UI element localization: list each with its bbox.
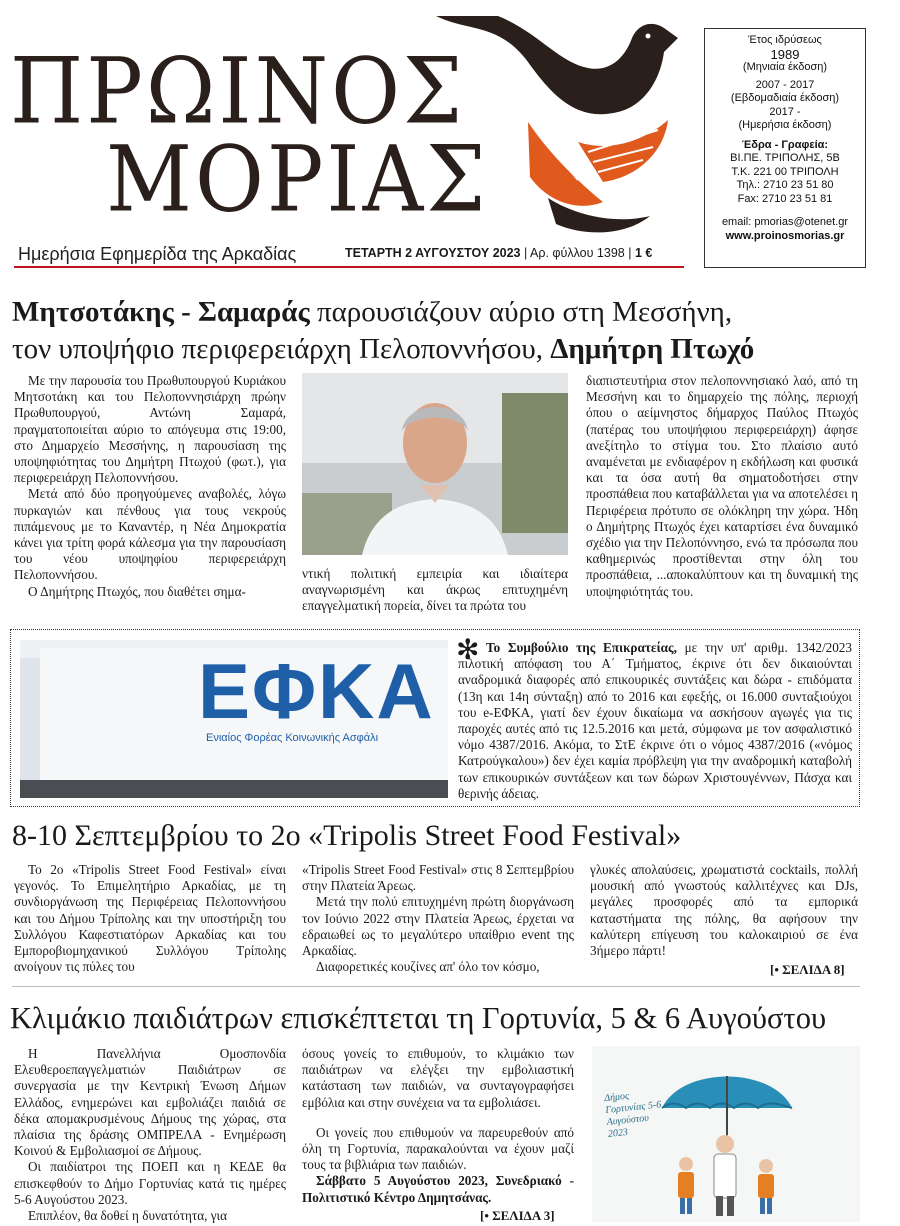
- weekly-years: 2007 - 2017: [755, 78, 815, 91]
- issue-info: [345, 246, 652, 260]
- masthead-title-line2: ΜΟΡΙΑΣ: [106, 126, 489, 233]
- headline-rest: παρουσιάζουν αύριο στη Μεσσήνη,: [309, 296, 733, 328]
- efka-logo-subtitle: Ενιαίος Φορέας Κοινωνικής Ασφάλι: [206, 732, 379, 744]
- article2-column2: [302, 862, 574, 975]
- issue-price: 1 €: [634, 246, 653, 260]
- article3-para2: Οι παιδίατροι της ΠΟΕΠ και η ΚΕΔΕ θα επισκεφθούν το Δήμο Γορτυνίας κατά τις ημέρες 5-6 Αυγούστου 2023.: [14, 1159, 286, 1207]
- article3-para3: Επιπλέον, θα δοθεί η δυνατότητα, για: [28, 1208, 228, 1224]
- efka-logo: ΕΦΚΑ: [198, 647, 435, 735]
- article2-para1: Το 2ο «Tripolis Street Food Festival» είναι γεγονός. Το Επιμελητήριο Αρκαδίας, με τη συνδιοργάνωση της Περιφέρειας Πελοποννήσου και του Δήμου Τρίπολης και την υποστήριξη του Συλλόγου Καφεστιατόρων Αρκαδίας και του Εμποροβιομηχανικού Συλλόγου Τρίπολης ανοίγουν τις πύλες του: [14, 862, 286, 975]
- tagline: Ημερήσια Εφημερίδα της Αρκαδίας: [18, 244, 297, 264]
- article3-para1: Η Πανελλήνια Ομοσπονδία Ελευθεροεπαγγελματιών Παιδιάτρων σε συνεργασία με την Κεντρική Ένωση Δήμων Ελλάδος, ενημερώνει και εμβολιάζει παιδιά σε δέκα απομακρυσμένους Δήμους της χώρας, στα πλαίσια της δράσης ΟΜΠΡΕΛΑ - Ενημέρωση Κοινού & Εμβολιασμοί σε Δήμους.: [14, 1046, 286, 1159]
- bird-logo-icon: [428, 2, 683, 242]
- section-divider: [12, 986, 860, 987]
- office-label: Έδρα - Γραφεία:: [741, 138, 829, 151]
- headline-bold-candidate: Δημήτρη Πτωχό: [550, 333, 755, 365]
- article3-page-ref[interactable]: [• ΣΕΛΙΔΑ 3]: [480, 1208, 555, 1223]
- address-line2: Τ.Κ. 221 00 ΤΡΙΠΟΛΗ: [731, 165, 839, 178]
- article3-column1: [14, 1046, 286, 1224]
- masthead-title-line1: ΠΡΩΙΝΟΣ: [10, 38, 466, 145]
- daily-years: 2017 -: [769, 105, 801, 118]
- fax-number: Fax: 2710 23 51 81: [737, 192, 833, 205]
- article3-para5: Οι γονείς που επιθυμούν να παρευρεθούν από όλη τη Γορτυνία, παρακαλούνται να έχουν μαζί τους τα βιβλιάρια των παιδιών.: [302, 1124, 574, 1173]
- article1-para2: Μετά από δύο προηγούμενες αναβολές, λόγω πυρκαγιών και πένθους για τους νεκρούς πιπάμενους με το Καναντέρ, η Νέα Δημοκρατία κάνει για τρίτη φορά κάλεσμα για την παρουσίαση του νέου υποψηφίου περιφερειάρχη Πελοποννήσου.: [14, 486, 286, 583]
- article2-column1: [14, 862, 286, 975]
- article2-para3: Μετά την πολύ επιτυχημένη πρώτη διοργάνωση τον Ιούνιο 2022 στην Πλατεία Άρεως, έρχεται να εδραιωθεί ως το μεγαλύτερο υπαίθριο event της Αρκαδίας.: [302, 894, 574, 959]
- article1-column2: ντική πολιτική εμπειρία και ιδιαίτερα αναγνωρισμένη και άκρως επιτυχημένη επαγγελματική πορεία, δίνει τα πρώτα του: [302, 566, 568, 614]
- article1-headline-line2: [12, 331, 754, 368]
- masthead-rule: [14, 266, 684, 268]
- article2-headline: 8-10 Σεπτεμβρίου το 2ο «Tripolis Street Food Festival»: [12, 819, 682, 852]
- article2-para4: Διαφορετικές κουζίνες απ' όλο τον κόσμο,: [316, 959, 540, 975]
- article2-page-ref[interactable]: [• ΣΕΛΙΔΑ 8]: [770, 962, 845, 977]
- article1-column3: διαπιστευτήρια στον πελοποννησιακό λαό, από τη Μεσσήνη και το δημαρχείο της πόλης, περιοχή όπου ο αείμνηστος δήμαρχος Παύλος Πτωχός (πατέρας του υποψήφιου περιφερειάρχη) άφησε ανεξίτηλο το στίγμα του. Στο πλαίσιο αυτό αναμένεται με ενδιαφέρον η εκδήλωση και φυσικά και τα όσα αυτή θα σηματοδοτήσει στην προσπάθεια που καταβάλλεται για να αποτελέσει η Περιφέρεια πρότυπο σε ολόκληρη την χώρα. Ήδη ο Δημήτρης Πτωχός έχει καταρτίσει ένα δυναμικό σχέδιο για την Πελοπόννησο, ενώ τα πρόσωπα που καθημερινώς προστίθενται στην όλη του προσπάθεια, ...αποκαλύπτουν και τη δυναμική της υποψηφιότητάς του.: [586, 373, 858, 599]
- edition-weekly: (Εβδομαδιαία έκδοση): [730, 92, 840, 104]
- issue-number: | Αρ. φύλλου 1398 |: [524, 246, 632, 260]
- poster-caption: Δήμος Γορτυνίας 5-6 Αυγούστου 2023: [603, 1090, 662, 1140]
- efka-bullet-icon: ✻: [456, 633, 480, 666]
- article2-column3: [590, 862, 858, 959]
- headline-line2-text: τον υποψήφιο περιφερειάρχη Πελοποννήσου,: [12, 333, 551, 365]
- founded-label: Έτος ιδρύσεως: [748, 34, 822, 46]
- issue-date: ΤΕΤΑΡΤΗ 2 ΑΥΓΟΥΣΤΟΥ 2023: [345, 246, 521, 260]
- phone-number: Τηλ.: 2710 23 51 80: [736, 179, 834, 191]
- article1-para1: Με την παρουσία του Πρωθυπουργού Κυριάκου Μητσοτάκη και του Πελοποννησιάρχη πρώην Πρωθυπουργού, Αντώνη Σαμαρά, πραγματοποιείται αύριο το απόγευμα στις 19:00, στο Δημαρχείο Μεσσήνης, η παρουσίαση της υποψηφιότητας του Δημήτρη Πτωχού (φωτ.), για περιφερειάρχη Πελοποννήσου.: [14, 373, 286, 486]
- article1-column1: [14, 373, 286, 600]
- article1-para3: Ο Δημήτρης Πτωχός, που διαθέτει σημα-: [28, 583, 246, 599]
- article2-para5: γλυκές απολαύσεις, χρωματιστά cocktails, πολλή μουσική από γνωστούς καλλιτέχνες και DJs, μεγάλες προσφορές από τα εμπορικά καταστήματα της πόλης, θα αφήσουν την καλύτερη επίγευση του καλοκαιριού σε ένα 3ήμερο πάρτι!: [590, 862, 858, 959]
- article2-para2: «Tripolis Street Food Festival» στις 8 Σεπτεμβρίου στην Πλατεία Άρεως.: [302, 862, 574, 894]
- email-link[interactable]: email: pmorias@otenet.gr: [721, 216, 849, 228]
- article3-column2: [302, 1046, 574, 1206]
- article3-para4: όσους γονείς το επιθυμούν, το κλιμάκιο των παιδιάτρων να ελέγξει την εμβολιαστική κατάσταση των παιδιών, να συνταγογραφήσει εμβόλια και στην συνέχεια να τα εμβολιάσει.: [302, 1046, 574, 1110]
- address-line1: ΒΙ.ΠΕ. ΤΡΙΠΟΛΗΣ, 5Β: [730, 152, 840, 164]
- article1-headline-line1: [12, 294, 732, 331]
- article3-headline: Κλιμάκιο παιδιάτρων επισκέπτεται τη Γορτυνία, 5 & 6 Αυγούστου: [10, 1001, 827, 1035]
- edition-monthly: (Μηνιαία έκδοση): [742, 61, 828, 73]
- website-link[interactable]: www.proinosmorias.gr: [725, 229, 845, 242]
- efka-text: [458, 640, 852, 802]
- edition-daily: (Ημερήσια έκδοση): [738, 119, 832, 131]
- efka-lead: Το Συμβούλιο της Επικρατείας,: [486, 640, 677, 655]
- article3-event-details: Σάββατο 5 Αυγούστου 2023, Συνεδριακό - Πολιτιστικό Κέντρο Δημητσάνας.: [302, 1173, 574, 1205]
- headline-bold-names: Μητσοτάκης - Σαμαράς: [12, 296, 310, 328]
- publisher-infobox: [704, 28, 866, 268]
- efka-body: με την υπ' αριθμ. 1342/2023 πιλοτική απόφαση του Α΄ Τμήματος, έκρινε ότι δεν δικαιούνται αναδρομικά διαφορές από επικουρικές συντάξεις και δώρα - επιδόματα (13η και 14η σύνταξη) από το 2016 και εφεξής, οι 16.000 συνταξιούχοι του e-ΕΦΚΑ, γιατί δεν έχουν δικαίωμα να ασκήσουν αγωγές για τις παροχές αυτές από τις 12.5.2016 και μετά, σύμφωνα με τον ασφαλιστικό νόμο 4387/2016. Ακόμα, το ΣτΕ έκρινε ότι ο νόμος 4387/2016 («νόμος Κατρούγκαλου») δεν έχει καμία πρόβλεψη για την αναδρομική καταβολή των επικουρικών συντάξεων και των δώρων Χριστουγέννων, Πάσχα και θερινής άδειας.: [458, 640, 852, 801]
- candidate-photo: [302, 373, 568, 555]
- founded-year: 1989: [770, 46, 800, 62]
